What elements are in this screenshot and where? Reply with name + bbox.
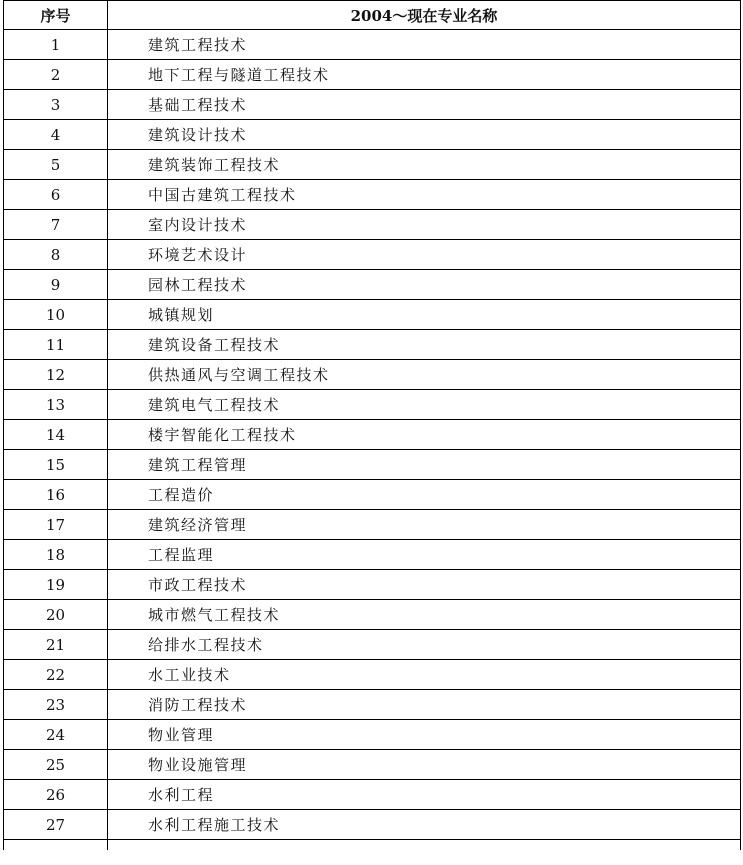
row-index-cell: 19 (4, 570, 108, 600)
row-index-cell: 26 (4, 780, 108, 810)
table-header (4, 1, 741, 30)
row-index-cell: 16 (4, 480, 108, 510)
row-index-cell: 7 (4, 210, 108, 240)
row-index-cell: 22 (4, 660, 108, 690)
table-row (4, 90, 741, 120)
table-row (4, 360, 741, 390)
row-index-cell: 15 (4, 450, 108, 480)
table-row (4, 540, 741, 570)
row-index-cell: 18 (4, 540, 108, 570)
row-major-name-cell: 工程造价 (108, 480, 741, 510)
row-major-name-cell: 水利工程施工技术 (108, 810, 741, 840)
row-index-cell: 27 (4, 810, 108, 840)
table-row (4, 630, 741, 660)
table-row (4, 180, 741, 210)
table-row (4, 120, 741, 150)
table-body (4, 30, 741, 850)
row-major-name-cell: 工程监理 (108, 540, 741, 570)
row-index-cell: 10 (4, 300, 108, 330)
table-row-partial (4, 840, 741, 850)
header-row (4, 1, 741, 30)
row-major-name-cell: 水利工程 (108, 780, 741, 810)
table-row (4, 780, 741, 810)
row-major-name-cell: 室内设计技术 (108, 210, 741, 240)
row-major-name-cell: 建筑设备工程技术 (108, 330, 741, 360)
table-row (4, 450, 741, 480)
header-name: 2004～现在专业名称 (108, 1, 741, 30)
row-major-name-cell: 建筑工程管理 (108, 450, 741, 480)
row-major-name-cell: 建筑工程技术 (108, 30, 741, 60)
row-major-name-cell: 城市燃气工程技术 (108, 600, 741, 630)
row-major-name-cell: 园林工程技术 (108, 270, 741, 300)
row-index-cell: 8 (4, 240, 108, 270)
row-major-name-cell: 给排水工程技术 (108, 630, 741, 660)
table-row (4, 390, 741, 420)
row-major-name-cell: 地下工程与隧道工程技术 (108, 60, 741, 90)
row-major-name-cell: 消防工程技术 (108, 690, 741, 720)
name-cell-partial (108, 840, 741, 850)
table-row (4, 690, 741, 720)
row-major-name-cell: 楼宇智能化工程技术 (108, 420, 741, 450)
row-major-name-cell: 建筑设计技术 (108, 120, 741, 150)
row-major-name-cell: 物业管理 (108, 720, 741, 750)
row-index-cell: 1 (4, 30, 108, 60)
row-index-cell: 24 (4, 720, 108, 750)
table-row (4, 210, 741, 240)
table-row (4, 720, 741, 750)
table-row (4, 660, 741, 690)
row-index-cell: 21 (4, 630, 108, 660)
table-row (4, 240, 741, 270)
table-row (4, 420, 741, 450)
table-row (4, 600, 741, 630)
row-index-cell: 25 (4, 750, 108, 780)
header-index: 序号 (4, 1, 108, 30)
row-index-cell: 11 (4, 330, 108, 360)
row-major-name-cell: 建筑经济管理 (108, 510, 741, 540)
row-major-name-cell: 基础工程技术 (108, 90, 741, 120)
row-index-cell: 13 (4, 390, 108, 420)
row-index-cell: 3 (4, 90, 108, 120)
table-row (4, 330, 741, 360)
row-index-cell: 23 (4, 690, 108, 720)
row-major-name-cell: 市政工程技术 (108, 570, 741, 600)
table-row (4, 30, 741, 60)
table-row (4, 510, 741, 540)
row-major-name-cell: 水工业技术 (108, 660, 741, 690)
table-row (4, 750, 741, 780)
table-row (4, 60, 741, 90)
row-index-cell: 2 (4, 60, 108, 90)
table-row (4, 150, 741, 180)
table-row (4, 270, 741, 300)
row-index-cell: 5 (4, 150, 108, 180)
row-major-name-cell: 建筑装饰工程技术 (108, 150, 741, 180)
table-row (4, 570, 741, 600)
majors-table (3, 0, 741, 850)
row-index-cell: 6 (4, 180, 108, 210)
row-major-name-cell: 环境艺术设计 (108, 240, 741, 270)
row-major-name-cell: 物业设施管理 (108, 750, 741, 780)
row-major-name-cell: 建筑电气工程技术 (108, 390, 741, 420)
row-index-cell: 14 (4, 420, 108, 450)
row-index-cell: 17 (4, 510, 108, 540)
row-index-cell: 4 (4, 120, 108, 150)
index-cell-partial (4, 840, 108, 850)
table-row (4, 810, 741, 840)
row-index-cell: 20 (4, 600, 108, 630)
table-row (4, 300, 741, 330)
row-major-name-cell: 城镇规划 (108, 300, 741, 330)
row-index-cell: 12 (4, 360, 108, 390)
table-row (4, 480, 741, 510)
row-major-name-cell: 中国古建筑工程技术 (108, 180, 741, 210)
row-index-cell: 9 (4, 270, 108, 300)
row-major-name-cell: 供热通风与空调工程技术 (108, 360, 741, 390)
